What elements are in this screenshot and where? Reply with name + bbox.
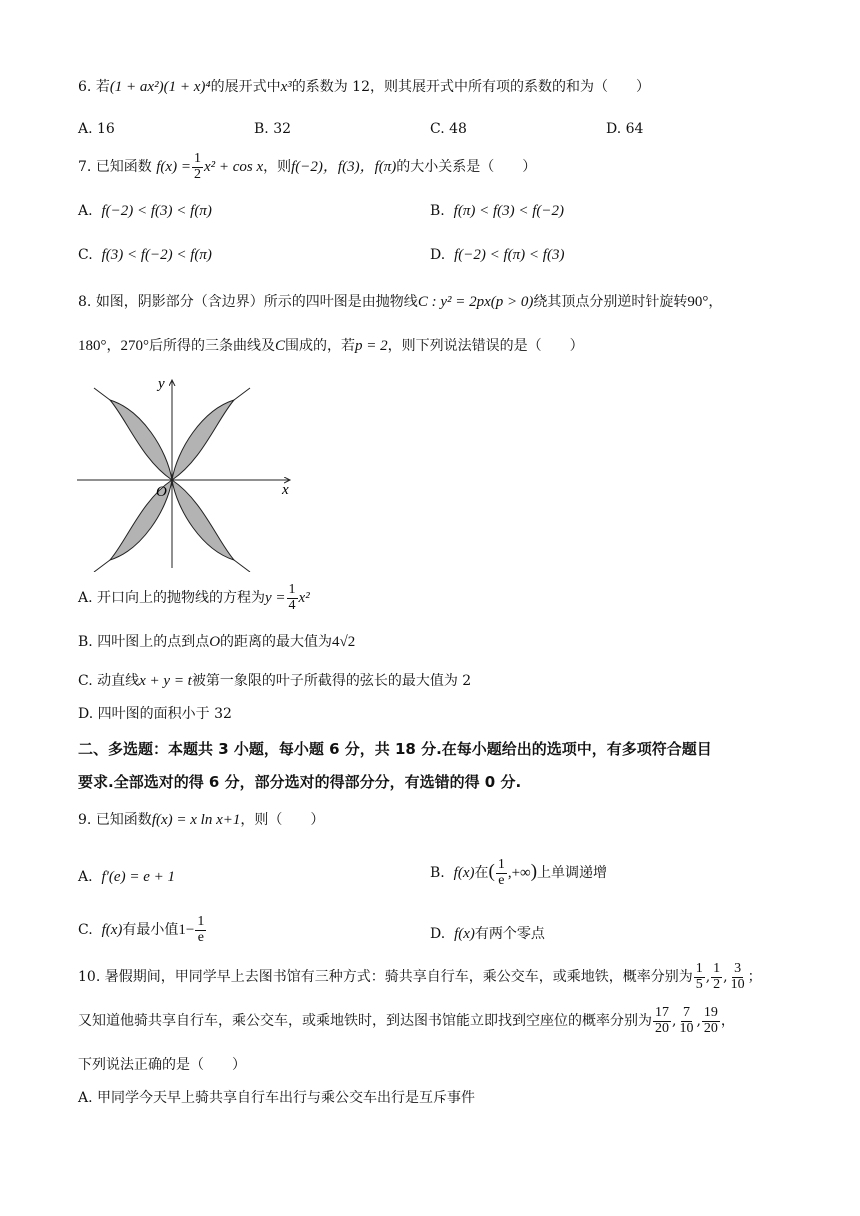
q6-option-a[interactable]: A. 16 <box>78 121 115 137</box>
q9-stem: 9. 已知函数f(x) = x ln x+1，则（ ） <box>78 812 325 828</box>
q7-option-c[interactable]: C. f(3) < f(−2) < f(π) <box>78 247 212 263</box>
q6-option-b[interactable]: B. 32 <box>254 121 292 137</box>
q7-option-b[interactable]: B. f(π) < f(3) < f(−2) <box>430 203 565 219</box>
q8-option-a[interactable]: A. 开口向上的抛物线的方程为y = $\frac{1}{4}$ x² <box>78 582 310 613</box>
q8-option-b[interactable]: B. 四叶图上的点到点O的距离的最大值为4√2 <box>78 634 356 650</box>
q10-line2: 又知道他骑共享自行车，乘公交车，或乘地铁时，到达图书馆能立即找到空座位的概率分别为 $\frac{17}{20}$ , $\frac{7}{10}$ , $\frac{19}{20}$ ， <box>78 1005 735 1036</box>
q7-option-d[interactable]: D. f(−2) < f(π) < f(3) <box>430 247 565 263</box>
section2-heading-line1: 二、多选题：本题共 3 小题，每小题 6 分，共 18 分.在每小题给出的选项中，有多项符合题目 <box>78 740 712 758</box>
q7-stem: 7. 已知函数 f(x) = $\frac{1}{2}$ x² + cos x，则f(−2)，f(3)，f(π)的大小关系是（ ） <box>78 151 537 182</box>
q9-option-b[interactable]: B. f(x)在( $\frac{1}{e}$ ,+∞)上单调递增 <box>430 857 608 888</box>
q10-line1: 10. 暑假期间，甲同学早上去图书馆有三种方式：骑共享自行车，乘公交车，或乘地铁，概率分别为 $\frac{1}{5}$ , $\frac{1}{2}$ , $\frac{3}{10}$ ； <box>78 961 762 992</box>
q6-option-d[interactable]: D. 64 <box>606 121 644 137</box>
q9-option-a[interactable]: A. f′(e) = e + 1 <box>78 869 175 885</box>
y-axis-label: y <box>158 376 165 392</box>
q6-option-c[interactable]: C. 48 <box>430 121 467 137</box>
q10-option-a[interactable]: A. 甲同学今天早上骑共享自行车出行与乘公交车出行是互斥事件 <box>78 1090 476 1106</box>
x-axis-label: x <box>282 482 289 498</box>
q8-stem-line2: 180°，270°后所得的三条曲线及C围成的，若p = 2，则下列说法错误的是（ ） <box>78 338 584 354</box>
q7-option-a[interactable]: A. f(−2) < f(3) < f(π) <box>78 203 212 219</box>
four-leaf-figure <box>70 372 300 572</box>
q7-fraction: $\frac{1}{2}$ <box>193 151 201 182</box>
section2-heading-line2: 要求.全部选对的得 6 分，部分选对的得部分分，有选错的得 0 分. <box>78 773 522 791</box>
q9-option-c[interactable]: C. f(x)有最小值1− $\frac{1}{e}$ <box>78 914 205 945</box>
q8-option-c[interactable]: C. 动直线x + y = t被第一象限的叶子所截得的弦长的最大值为 2 <box>78 673 472 689</box>
q9-option-d[interactable]: D. f(x)有两个零点 <box>430 926 545 942</box>
q6-stem: 6. 若(1 + ax²)(1 + x)⁴的展开式中x³的系数为 12，则其展开式中所有项的系数的和为（ ） <box>78 79 650 95</box>
q8-stem-line1: 8. 如图，阴影部分（含边界）所示的四叶图是由抛物线C : y² = 2px(p > 0)绕其顶点分别逆时针旋转90°， <box>78 294 723 310</box>
origin-label: O <box>156 484 167 500</box>
q10-line3: 下列说法正确的是（ ） <box>78 1057 246 1073</box>
q8-option-d[interactable]: D. 四叶图的面积小于 32 <box>78 706 232 722</box>
